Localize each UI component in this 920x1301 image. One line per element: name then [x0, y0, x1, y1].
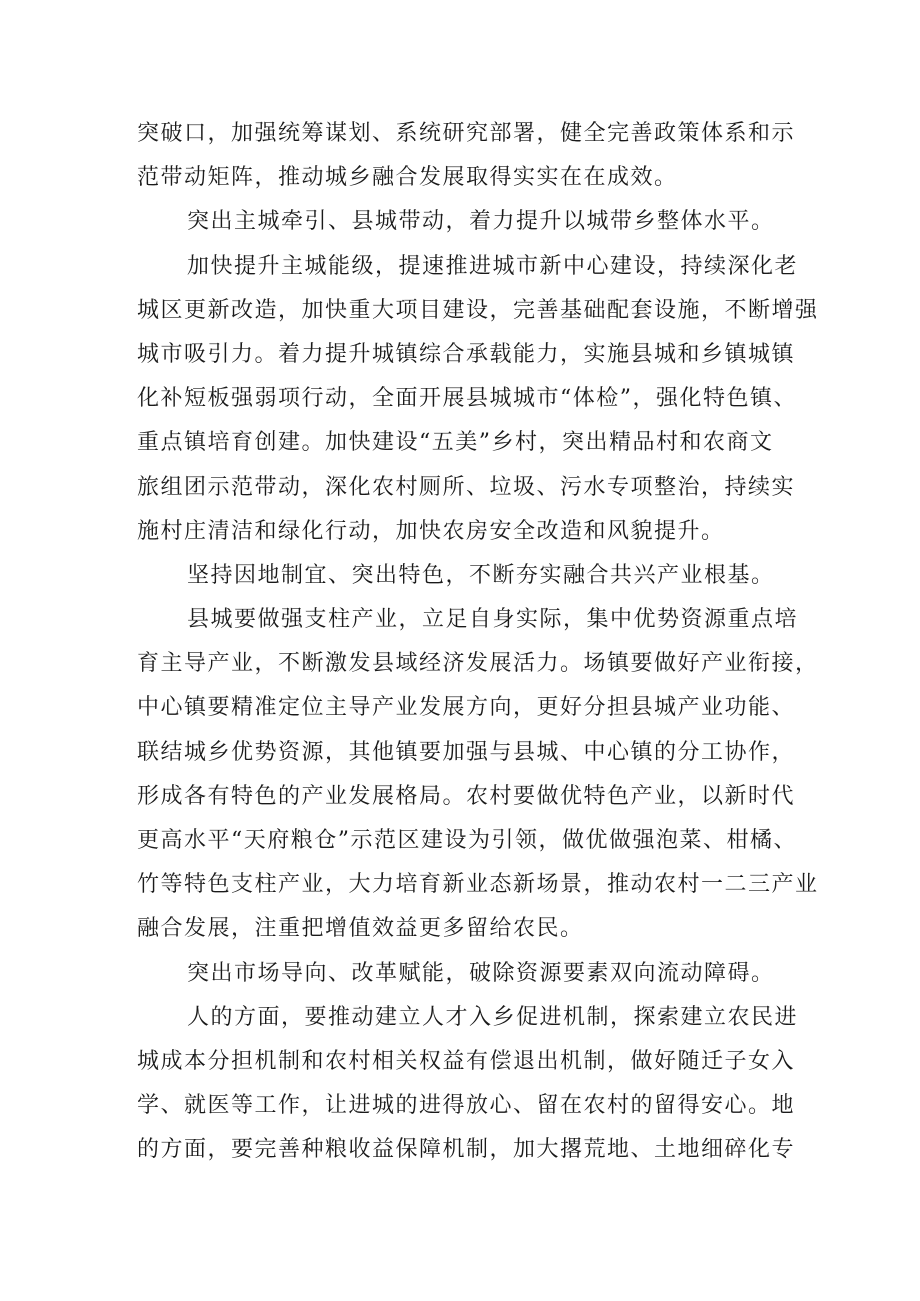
text-line: 融合发展，注重把增值效益更多留给农民。 [137, 916, 584, 942]
text-line: 学、就医等工作，让进城的进得放心、留在农村的留得安心。地 [137, 1093, 796, 1119]
text-line: 城成本分担机制和农村相关权益有偿退出机制，做好随迁子女入 [137, 1048, 796, 1074]
text-line: 中心镇要精准定位主导产业发展方向，更好分担县城产业功能、 [137, 695, 796, 721]
text-line: 范带动矩阵，推动城乡融合发展取得实实在在成效。 [137, 165, 678, 191]
text-line: 育主导产业，不断激发县域经济发展活力。场镇要做好产业衔接， [137, 651, 819, 677]
text-line: 旅组团示范带动，深化农村厕所、垃圾、污水专项整治，持续实 [137, 474, 796, 500]
paragraph-first-line: 坚持因地制宜、突出特色，不断夯实融合共兴产业根基。 [187, 562, 775, 588]
text-line: 突破口，加强统筹谋划、系统研究部署，健全完善政策体系和示 [137, 121, 796, 146]
text-line: 形成各有特色的产业发展格局。农村要做优特色产业，以新时代 [137, 783, 796, 809]
text-line: 城区更新改造，加快重大项目建设，完善基础配套设施，不断增强 [137, 297, 819, 323]
paragraph-first-line: 县城要做强支柱产业，立足自身实际，集中优势资源重点培 [187, 607, 799, 633]
text-line: 的方面，要完善种粮收益保障机制，加大撂荒地、土地细碎化专 [137, 1137, 796, 1163]
paragraph-first-line: 人的方面，要推动建立人才入乡促进机制，探索建立农民进 [187, 1004, 799, 1030]
text-line: 施村庄清洁和绿化行动，加快农房安全改造和风貌提升。 [137, 518, 725, 544]
paragraph-first-line: 突出市场导向、改革赋能，破除资源要素双向流动障碍。 [187, 960, 775, 986]
paragraph-first-line: 加快提升主城能级，提速推进城市新中心建设，持续深化老 [187, 253, 799, 279]
body-text [137, 112, 819, 1173]
text-line: 化补短板强弱项行动，全面开展县城城市“体检”，强化特色镇、 [137, 386, 797, 412]
paragraph-first-line: 突出主城牵引、县城带动，着力提升以城带乡整体水平。 [187, 209, 775, 235]
text-line: 联结城乡优势资源，其他镇要加强与县城、中心镇的分工协作， [137, 739, 796, 765]
text-line: 竹等特色支柱产业，大力培育新业态新场景，推动农村一二三产业 [137, 872, 819, 898]
text-line: 更高水平“天府粮仓”示范区建设为引领，做优做强泡菜、柑橘、 [137, 828, 797, 853]
text-line: 城市吸引力。着力提升城镇综合承载能力，实施县城和乡镇城镇 [137, 341, 796, 367]
text-line: 重点镇培育创建。加快建设“五美”乡村，突出精品村和农商文 [137, 430, 774, 456]
